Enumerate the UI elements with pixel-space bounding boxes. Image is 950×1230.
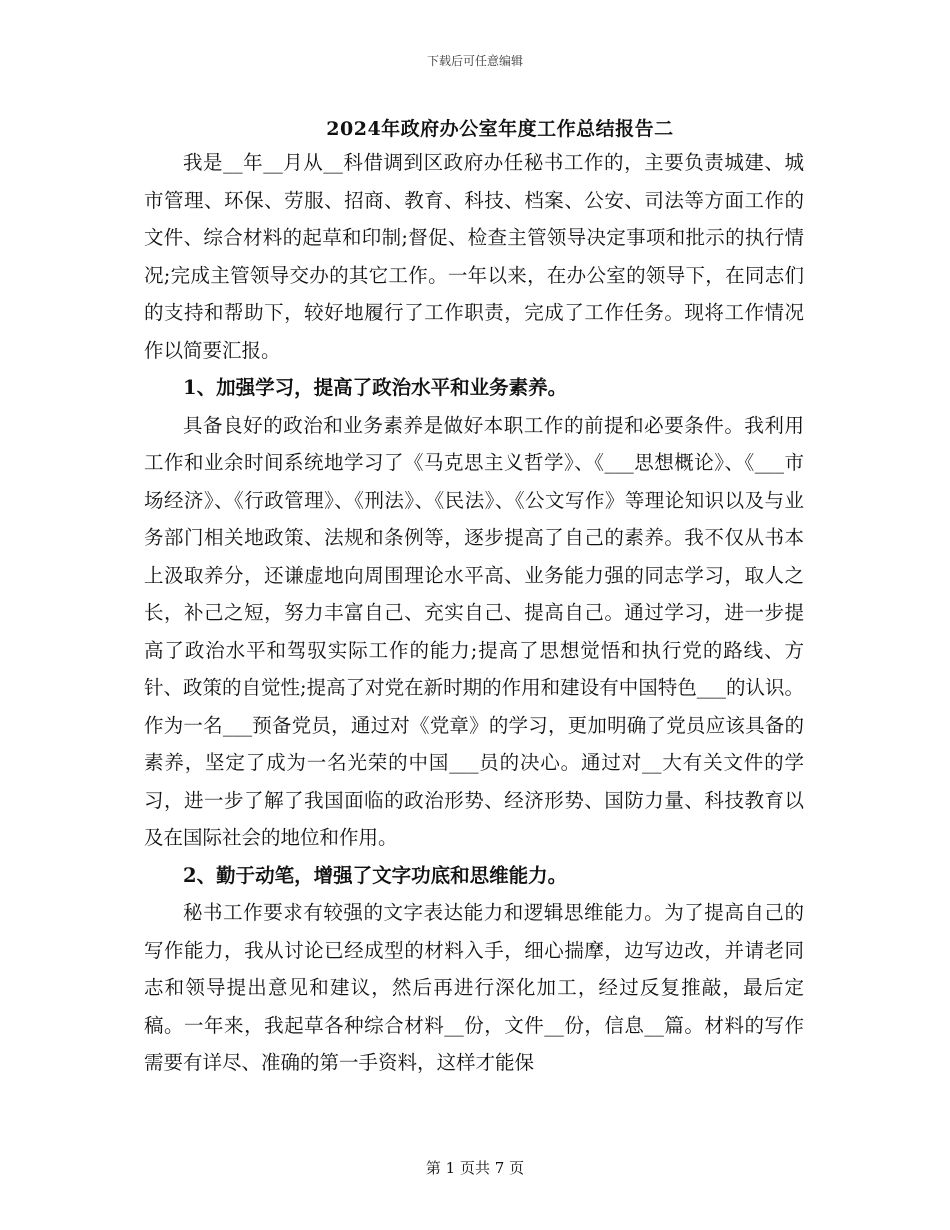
intro-paragraph: 我是__年__月从__科借调到区政府办任秘书工作的，主要负责城建、城市管理、环保、劳服、招商、教育、科技、档案、公安、司法等方面工作的文件、综合材料的起草和印制;督促、检查主管领导决定事项和批示的执行情况;完成主管领导交办的其它工作。一年以来，在办公室的领导下，在同志们的支持和帮助下，较好地履行了工作职责，完成了工作任务。现将工作情况作以简要汇报。 [144, 151, 804, 362]
section-heading-1: 1、加强学习，提高了政治水平和业务素养。 [183, 376, 568, 399]
document-body [144, 144, 804, 1082]
section-1-paragraph: 具备良好的政治和业务素养是做好本职工作的前提和必要条件。我利用工作和业余时间系统地学习了《马克思主义哲学》、《___思想概论》、《___市场经济》、《行政管理》、《刑法》、《民法》、《公文写作》等理论知识以及与业务部门相关地政策、法规和条例等，逐步提高了自己的素养。我不仅从书本上汲取养分，还谦虚地向周围理论水平高、业务能力强的同志学习，取人之长，补己之短，努力丰富自己、充实自己、提高自己。通过学习，进一步提高了政治水平和驾驭实际工作的能力;提高了思想觉悟和执行党的路线、方针、政策的自觉性;提高了对党在新时期的作用和建设有中国特色___的认识。作为一名___预备党员，通过对《党章》的学习，更加明确了党员应该具备的素养，坚定了成为一名光荣的中国___员的决心。通过对__大有关文件的学习，进一步了解了我国面临的政治形势、经济形势、国防力量、科技教育以及在国际社会的地位和作用。 [144, 413, 804, 849]
document-title: 2024年政府办公室年度工作总结报告二 [326, 118, 674, 140]
section-2-paragraph: 秘书工作要求有较强的文字表达能力和逻辑思维能力。为了提高自己的写作能力，我从讨论已经成型的材料入手，细心揣摩，边写边改，并请老同志和领导提出意见和建议，然后再进行深化加工，经过反复推敲，最后定稿。一年来，我起草各种综合材料__份，文件__份，信息__篇。材料的写作需要有详尽、准确的第一手资料，这样才能保 [144, 901, 804, 1074]
section-heading-2: 2、勤于动笔，增强了文字功底和思维能力。 [183, 863, 568, 887]
page-footer: 第 1 页共 7 页 [425, 1159, 525, 1177]
header-note: 下载后可任意编辑 [426, 54, 523, 68]
